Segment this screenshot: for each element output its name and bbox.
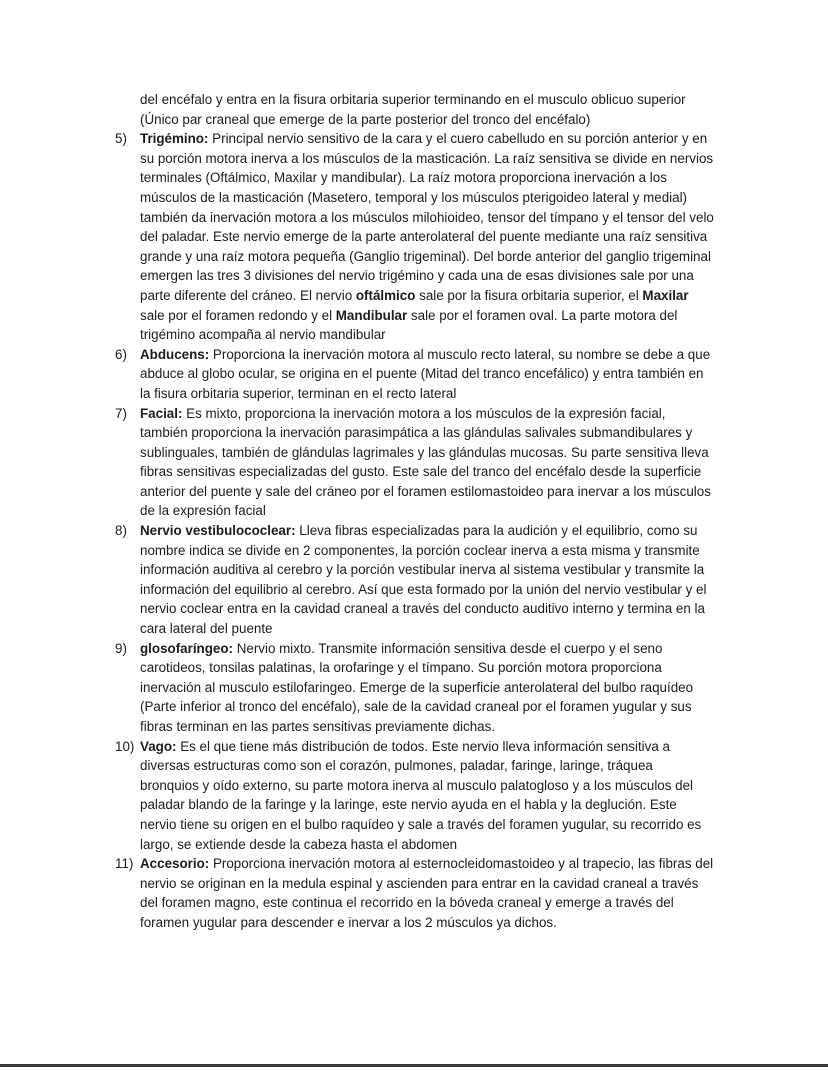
term-bold: Maxilar [642,287,689,303]
list-item-text [140,129,715,345]
term-bold: Vago: [140,738,177,754]
text-run: sale por el foramen redondo y el [140,307,336,323]
term-bold: glosofaríngeo: [140,640,233,656]
term-bold: Nervio vestibulococlear: [140,523,296,539]
list-item-number: 5) [115,131,127,147]
text-run: Principal nervio sensitivo de la cara y el cuero cabelludo en su porción anterior y en su porción motora inerva a los músculos de la masticación. La raíz sensitiva se divide en nervios terminales (Oftálmico, Maxilar y mandibular). La raíz motora proporciona inervación a los músculos de la masticación (Masetero, temporal y los músculos pterigoideo lateral y medial) también da inervación motora a los músculos milohioideo, tensor del tímpano y el tensor del velo del paladar. Este nervio emerge de la parte anterolateral del puente mediante una raíz sensitiva grande y una raíz motora pequeña (Ganglio trigeminal). Del borde anterior del ganglio trigeminal emergen las tres 3 divisiones del nervio trigémino y cada una de esas divisiones sale por una parte diferente del cráneo. El nervio [140,131,714,303]
term-bold: Facial: [140,405,183,421]
term-bold: Trigémino: [140,131,209,147]
list-item-text [140,737,715,855]
list-item [115,345,715,404]
list-item [115,639,715,737]
text-run: Proporciona inervación motora al esternocleidomastoideo y al trapecio, las fibras del nervio se originan en la medula espinal y ascienden para entrar en la cavidad craneal a través del foramen magno, este continua el recorrido en la bóveda craneal y emerge a través del foramen yugular para descender e inervar a los 2 músculos ya dichos. [140,856,714,930]
list-item [115,854,715,932]
list-item [115,737,715,855]
text-run: Proporciona la inervación motora al musculo recto lateral, su nombre se debe a que abduce al globo ocular, se origina en el puente (Mitad del tranco encefálico) y entra también en la fisura orbitaria superior, terminan en el recto lateral [140,346,711,401]
list-item [115,404,715,522]
list-item-number: 7) [115,405,127,421]
list-item-number: 8) [115,523,127,539]
list-item-text [140,854,715,932]
paragraph-continuation: del encéfalo y entra en la fisura orbitaria superior terminando en el musculo oblicuo superior (Único par craneal que emerge de la parte posterior del tronco del encéfalo) [140,92,686,127]
list-item-text [140,345,715,404]
list-item-number: 9) [115,640,127,656]
list-item-text [140,404,715,522]
nerve-list [115,129,715,932]
term-bold: Abducens: [140,346,210,362]
text-run: Lleva fibras especializadas para la audición y el equilibrio, como su nombre indica se divide en 2 componentes, la porción coclear inerva a esta misma y transmite información auditiva al cerebro y la porción vestibular inerva al sistema vestibular y transmite la información del equilibrio al cerebro. Así que esta formado por la unión del nervio vestibular y el nervio coclear entra en la cavidad craneal a través del conducto auditivo interno y termina en la cara lateral del puente [140,523,707,637]
list-item-number: 10) [115,738,135,754]
document-content [115,90,715,933]
text-run: Nervio mixto. Transmite información sensitiva desde el cuerpo y el seno carotideos, tonsilas palatinas, la orofaringe y el tímpano. Su porción motora proporciona inervación al musculo estilofaringeo. Emerge de la superficie anterolateral del bulbo raquídeo (Parte inferior al tronco del encéfalo), sale de la cavidad craneal por el foramen yugular y sus fibras terminan en las partes sensitivas previamente dichas. [140,640,694,734]
text-run: Es el que tiene más distribución de todos. Este nervio lleva información sensitiva a diversas estructuras como son el corazón, pulmones, paladar, faringe, laringe, tráquea bronquios y oído externo, su parte motora inerva al musculo palatogloso y a los músculos del paladar blando de la faringe y la laringe, este nervio ayuda en el habla y la deglución. Este nervio tiene su origen en el bulbo raquídeo y sale a través del foramen yugular, su recorrido es largo, se extiende desde la cabeza hasta el abdomen [140,738,702,852]
term-bold: Accesorio: [140,856,210,872]
term-bold: Mandibular [335,307,408,323]
list-item [115,521,715,639]
list-item-number: 6) [115,346,127,362]
text-run: sale por el foramen oval. La parte motora del trigémino acompaña al nervio mandibular [140,307,678,343]
list-item [115,129,715,345]
text-run: sale por la fisura orbitaria superior, el [415,287,643,303]
term-bold: oftálmico [355,287,416,303]
list-item-text [140,521,715,639]
text-run: Es mixto, proporciona la inervación motora a los músculos de la expresión facial, también proporciona la inervación parasimpática a las glándulas salivales submandibulares y sublinguales, también de glándulas lagrimales y las glándulas mucosas. Su parte sensitiva lleva fibras sensitivas especializadas del gusto. Este sale del tranco del encéfalo desde la superficie anterior del puente y sale del cráneo por el foramen estilomastoideo para inervar a los músculos de la expresión facial [140,405,711,519]
list-item-text [140,639,715,737]
page-bottom-edge [0,1064,828,1067]
list-item-number: 11) [115,856,134,872]
